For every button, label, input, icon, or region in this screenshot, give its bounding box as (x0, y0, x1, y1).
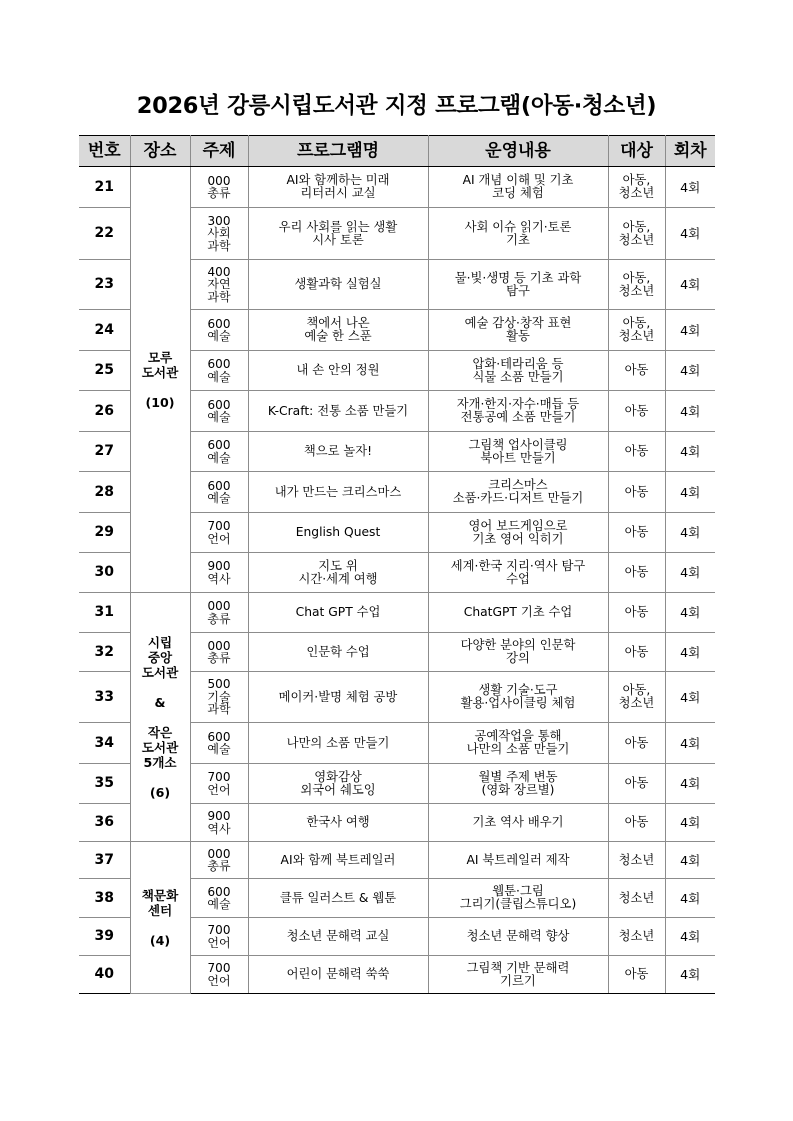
target-cell: 아동 (608, 391, 665, 432)
target-cell: 아동 (608, 956, 665, 994)
target-cell: 아동 (608, 633, 665, 672)
count-cell: 4회 (665, 513, 715, 553)
target-cell: 아동, 청소년 (608, 167, 665, 208)
count-cell: 4회 (665, 672, 715, 723)
count-cell: 4회 (665, 804, 715, 842)
content-cell: 사회 이슈 읽기·토론 기초 (428, 208, 608, 260)
subject-cell: 600 예술 (190, 310, 248, 351)
count-cell: 4회 (665, 167, 715, 208)
subject-cell: 000 총류 (190, 167, 248, 208)
count-cell: 4회 (665, 208, 715, 260)
place-cell: 책문화 센터 (4) (130, 842, 190, 994)
target-cell: 아동 (608, 764, 665, 804)
program-name-cell: English Quest (248, 513, 428, 553)
program-name-cell: 생활과학 실험실 (248, 260, 428, 310)
table-row (79, 842, 715, 879)
target-cell: 청소년 (608, 918, 665, 956)
header-place: 장소 (130, 136, 190, 167)
count-cell: 4회 (665, 432, 715, 472)
program-name-cell: 우리 사회를 읽는 생활 시사 토론 (248, 208, 428, 260)
target-cell: 아동 (608, 513, 665, 553)
content-cell: 예술 감상·창작 표현 활동 (428, 310, 608, 351)
count-cell: 4회 (665, 472, 715, 513)
count-cell: 4회 (665, 633, 715, 672)
content-cell: 자개·한지·자수·매듭 등 전통공예 소품 만들기 (428, 391, 608, 432)
count-cell: 4회 (665, 553, 715, 593)
header-content: 운영내용 (428, 136, 608, 167)
table-row (79, 167, 715, 208)
target-cell: 아동 (608, 804, 665, 842)
program-name-cell: 인문학 수업 (248, 633, 428, 672)
content-cell: 물·빛·생명 등 기초 과학 탐구 (428, 260, 608, 310)
row-number: 33 (79, 672, 130, 723)
count-cell: 4회 (665, 956, 715, 994)
subject-cell: 700 언어 (190, 918, 248, 956)
subject-cell: 300 사회 과학 (190, 208, 248, 260)
program-name-cell: 나만의 소품 만들기 (248, 723, 428, 764)
row-number: 38 (79, 879, 130, 918)
subject-cell: 700 언어 (190, 764, 248, 804)
target-cell: 아동 (608, 723, 665, 764)
row-number: 22 (79, 208, 130, 260)
subject-cell: 000 총류 (190, 633, 248, 672)
target-cell: 아동, 청소년 (608, 672, 665, 723)
header-number: 번호 (79, 136, 130, 167)
program-name-cell: 영화감상 외국어 쉐도잉 (248, 764, 428, 804)
row-number: 34 (79, 723, 130, 764)
content-cell: AI 개념 이해 및 기초 코딩 체험 (428, 167, 608, 208)
program-table (79, 135, 715, 994)
row-number: 31 (79, 593, 130, 633)
subject-cell: 500 기술 과학 (190, 672, 248, 723)
page-title: 2026년 강릉시립도서관 지정 프로그램(아동·청소년) (136, 93, 657, 119)
row-number: 21 (79, 167, 130, 208)
program-name-cell: 책으로 놀자! (248, 432, 428, 472)
header-count: 회차 (665, 136, 715, 167)
target-cell: 아동 (608, 593, 665, 633)
count-cell: 4회 (665, 260, 715, 310)
content-cell: 영어 보드게임으로 기초 영어 익히기 (428, 513, 608, 553)
row-number: 39 (79, 918, 130, 956)
row-number: 29 (79, 513, 130, 553)
count-cell: 4회 (665, 723, 715, 764)
program-name-cell: 지도 위 시간·세계 여행 (248, 553, 428, 593)
subject-cell: 600 예술 (190, 391, 248, 432)
program-name-cell: Chat GPT 수업 (248, 593, 428, 633)
content-cell: 웹툰·그림 그리기(클립스튜디오) (428, 879, 608, 918)
target-cell: 아동 (608, 432, 665, 472)
count-cell: 4회 (665, 879, 715, 918)
row-number: 32 (79, 633, 130, 672)
subject-cell: 600 예술 (190, 723, 248, 764)
target-cell: 아동 (608, 351, 665, 391)
place-cell: 시립 중앙 도서관 & 작은 도서관 5개소 (6) (130, 593, 190, 842)
count-cell: 4회 (665, 764, 715, 804)
subject-cell: 900 역사 (190, 804, 248, 842)
content-cell: AI 북트레일러 제작 (428, 842, 608, 879)
program-name-cell: AI와 함께 북트레일러 (248, 842, 428, 879)
row-number: 26 (79, 391, 130, 432)
program-name-cell: 어린이 문해력 쑥쑥 (248, 956, 428, 994)
program-name-cell: K-Craft: 전통 소품 만들기 (248, 391, 428, 432)
content-cell: 그림책 업사이클링 북아트 만들기 (428, 432, 608, 472)
target-cell: 아동, 청소년 (608, 260, 665, 310)
content-cell: 다양한 분야의 인문학 강의 (428, 633, 608, 672)
target-cell: 청소년 (608, 842, 665, 879)
count-cell: 4회 (665, 351, 715, 391)
header-row (79, 136, 715, 167)
count-cell: 4회 (665, 593, 715, 633)
program-name-cell: AI와 함께하는 미래 리터러시 교실 (248, 167, 428, 208)
content-cell: 공예작업을 통해 나만의 소품 만들기 (428, 723, 608, 764)
target-cell: 아동 (608, 553, 665, 593)
count-cell: 4회 (665, 842, 715, 879)
content-cell: 청소년 문해력 향상 (428, 918, 608, 956)
row-number: 23 (79, 260, 130, 310)
subject-cell: 600 예술 (190, 879, 248, 918)
row-number: 40 (79, 956, 130, 994)
subject-cell: 000 총류 (190, 842, 248, 879)
content-cell: ChatGPT 기초 수업 (428, 593, 608, 633)
row-number: 30 (79, 553, 130, 593)
subject-cell: 600 예술 (190, 351, 248, 391)
target-cell: 아동, 청소년 (608, 310, 665, 351)
row-number: 35 (79, 764, 130, 804)
program-name-cell: 메이커·발명 체험 공방 (248, 672, 428, 723)
row-number: 27 (79, 432, 130, 472)
header-subject: 주제 (190, 136, 248, 167)
subject-cell: 000 총류 (190, 593, 248, 633)
target-cell: 아동 (608, 472, 665, 513)
table-row (79, 593, 715, 633)
row-number: 36 (79, 804, 130, 842)
program-name-cell: 한국사 여행 (248, 804, 428, 842)
row-number: 25 (79, 351, 130, 391)
subject-cell: 600 예술 (190, 472, 248, 513)
target-cell: 청소년 (608, 879, 665, 918)
subject-cell: 600 예술 (190, 432, 248, 472)
row-number: 37 (79, 842, 130, 879)
place-cell: 모루 도서관 (10) (130, 167, 190, 593)
content-cell: 기초 역사 배우기 (428, 804, 608, 842)
subject-cell: 700 언어 (190, 513, 248, 553)
header-target: 대상 (608, 136, 665, 167)
program-name-cell: 내 손 안의 정원 (248, 351, 428, 391)
header-program-name: 프로그램명 (248, 136, 428, 167)
target-cell: 아동, 청소년 (608, 208, 665, 260)
row-number: 24 (79, 310, 130, 351)
content-cell: 월별 주제 변동 (영화 장르별) (428, 764, 608, 804)
row-number: 28 (79, 472, 130, 513)
count-cell: 4회 (665, 918, 715, 956)
content-cell: 세계·한국 지리·역사 탐구 수업 (428, 553, 608, 593)
content-cell: 압화·테라리움 등 식물 소품 만들기 (428, 351, 608, 391)
content-cell: 생활 기술·도구 활용·업사이클링 체험 (428, 672, 608, 723)
subject-cell: 700 언어 (190, 956, 248, 994)
subject-cell: 400 자연 과학 (190, 260, 248, 310)
program-name-cell: 청소년 문해력 교실 (248, 918, 428, 956)
count-cell: 4회 (665, 391, 715, 432)
content-cell: 그림책 기반 문해력 기르기 (428, 956, 608, 994)
program-name-cell: 클튜 일러스트 & 웹툰 (248, 879, 428, 918)
content-cell: 크리스마스 소품·카드·디저트 만들기 (428, 472, 608, 513)
subject-cell: 900 역사 (190, 553, 248, 593)
program-name-cell: 내가 만드는 크리스마스 (248, 472, 428, 513)
program-name-cell: 책에서 나온 예술 한 스푼 (248, 310, 428, 351)
count-cell: 4회 (665, 310, 715, 351)
